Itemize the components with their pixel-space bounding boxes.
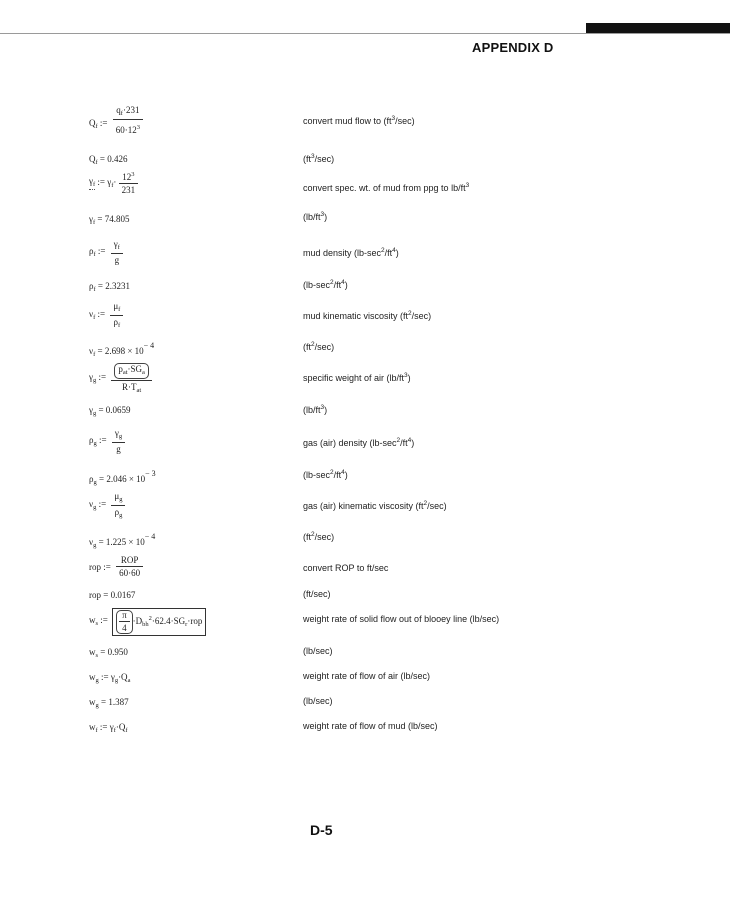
equation-description: mud density $(lb-\sec^2/ft^4)$ [303,247,399,258]
page-number: D-5 [310,822,333,838]
equation-row: $\gamma_f$ := $\gamma_f\cdot$ $\frac{12^3}{231}$ [89,172,138,195]
equation-units: $(lb-\sec^2/ft^4)$ [303,279,348,290]
equation-description: convert ROP to ft/sec [303,563,389,573]
equation-description: weight rate of flow of air (lb/sec) [303,671,431,681]
equation-result: $\gamma_f = 74.805$ [89,214,130,226]
equation-units: (lb/sec) [303,696,333,706]
equation-row: $w_s$ := $\frac{\pi}{4}$ $\cdot D_{bh}^2\cdot 62.4\cdot SG_r\cdot rop$ [89,608,206,636]
equation-row: $w_f$ := $\gamma_f\cdot Q_f$ [89,722,128,734]
equation-result: $\nu_f = 2.698 \times 10- 4$ [89,341,155,358]
page-header: APPENDIX D [472,40,554,55]
equation-description: convert mud flow to $(ft^3/\sec)$ [303,115,415,126]
equation-units: $(ft^3/\sec)$ [303,153,335,164]
equation-units: $(lb/ft^3)$ [303,211,328,222]
equation-description: specific weight of air $(lb/ft^3)$ [303,372,411,383]
equation-row: $Q_f$ := $\frac{q_f\cdot 231}{60\cdot 12^3}$ [89,106,143,135]
equation-description: weight rate of solid flow out of blooey line (lb/sec) [303,614,500,624]
equation-units: $(ft^2/\sec)$ [303,531,335,542]
equation-result: $w_s = 0.950$ [89,647,128,659]
equation-description: gas (air) density $(lb-\sec^2/ft^4)$ [303,437,415,448]
equation-row: $\rho_f$ := $\frac{\gamma_f}{g}$ [89,240,123,265]
equation-units: $(lb/ft^3)$ [303,404,328,415]
equation-row: $w_g$ := $\gamma_g\cdot Q_a$ [89,672,131,684]
equation-row: $\nu_g$ := $\frac{\mu_g}{\rho_g}$ [89,492,125,519]
equation-result: $\rho_g = 2.046 \times 10- 3$ [89,469,156,486]
equation-result: $\nu_g = 1.225 \times 10- 4$ [89,532,156,549]
equation-row: rop := $\frac{\text{ROP}}{60\cdot 60}$ [89,556,143,578]
equation-result: $w_g = 1.387$ [89,697,129,709]
equation-units: $(lb-\sec^2/ft^4)$ [303,469,348,480]
equation-units: (lb/sec) [303,646,333,656]
equation-row: $\gamma_g$ := $\frac{p_{at}\cdot SG_a}{R\cdot T_{at}}$ [89,363,152,394]
equation-result: $\gamma_g = 0.0659$ [89,405,131,417]
equation-description: convert spec. wt. of mud from ppg to $lb/ft^3$ [303,182,470,193]
equation-result: $Q_f = 0.426$ [89,154,128,166]
header-bar [586,23,730,33]
equation-result: rop = 0.0167 [89,590,136,600]
equation-result: $\rho_f = 2.3231$ [89,281,130,293]
equation-row: $\nu_f$ := $\frac{\mu_f}{\rho_f}$ [89,302,123,329]
equation-description: weight rate of flow of mud (lb/sec) [303,721,438,731]
equation-description: mud kinematic viscosity $(ft^2/\sec)$ [303,310,432,321]
equation-units: $(ft^2/\sec)$ [303,341,335,352]
equation-units: (ft/sec) [303,589,331,599]
equation-row: $\rho_g$ := $\frac{\gamma_g}{g}$ [89,429,125,454]
header-rule [0,33,730,34]
equation-description: gas (air) kinematic viscosity $(ft^2/\sec)$ [303,500,447,511]
